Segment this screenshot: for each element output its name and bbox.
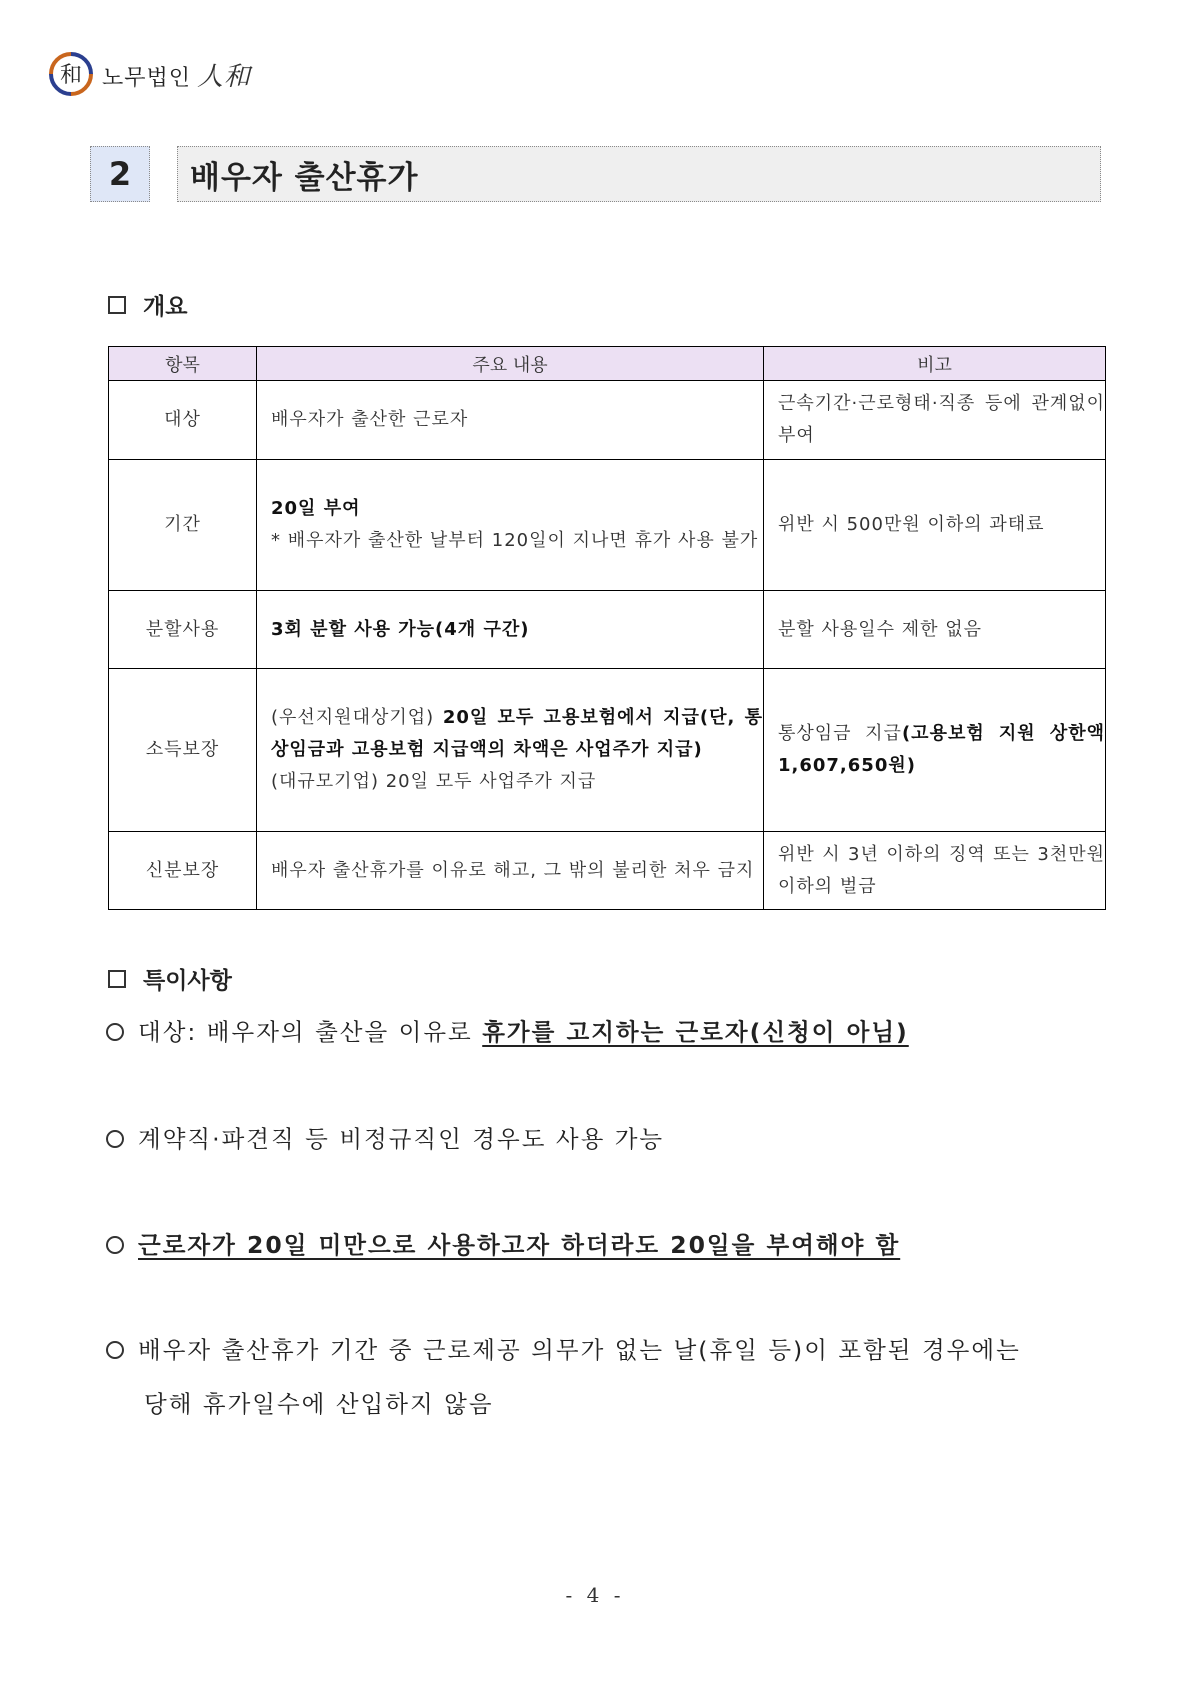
special-item	[106, 1112, 1106, 1166]
special-item-text: 배우자 출산휴가 기간 중 근로제공 의무가 없는 날(휴일 등)이 포함된 경우에는	[138, 1336, 1021, 1364]
row-category: 대상	[109, 381, 257, 460]
column-header: 항목	[109, 347, 257, 381]
row-note: 위반 시 500만원 이하의 과태료	[764, 460, 1106, 591]
row-category: 기간	[109, 460, 257, 591]
row-content: 3회 분할 사용 가능(4개 구간)	[257, 591, 764, 669]
special-heading	[108, 962, 232, 995]
special-item-emphasis: 휴가를 고지하는 근로자(신청이 아님)	[482, 1018, 909, 1046]
checkbox-square-icon	[108, 296, 126, 314]
overview-heading-text: 개요	[143, 294, 188, 320]
table-row	[109, 669, 1106, 832]
row-content	[257, 460, 764, 591]
column-header: 비고	[764, 347, 1106, 381]
special-item	[106, 1005, 1106, 1059]
table-header-row	[109, 347, 1106, 381]
svg-text:和: 和	[59, 63, 83, 88]
circle-bullet-icon	[106, 1236, 124, 1254]
row-category: 신분보장	[109, 832, 257, 910]
circle-hanja-logo-icon	[48, 51, 94, 97]
section-title: 배우자 출산휴가	[177, 146, 1101, 202]
special-item-text-continued: 당해 휴가일수에 산입하지 않음	[144, 1390, 494, 1418]
special-item-emphasis: 근로자가 20일 미만으로 사용하고자 하더라도 20일을 부여해야 함	[138, 1231, 901, 1259]
org-hanja: 人和	[197, 61, 252, 92]
page-number: - 4 -	[565, 1583, 625, 1607]
table-row	[109, 381, 1106, 460]
checkbox-square-icon	[108, 970, 126, 988]
row-note-bold: (고용보험 지원 상한액 1,607,650원)	[778, 723, 1105, 776]
special-heading-text: 특이사항	[143, 968, 232, 994]
circle-bullet-icon	[106, 1130, 124, 1148]
row-category: 소득보장	[109, 669, 257, 832]
table-row	[109, 832, 1106, 910]
row-note: 근속기간·근로형태·직종 등에 관계없이 부여	[764, 381, 1106, 460]
row-content-bold: 20일 모두 고용보험에서 지급(단, 통상임금과 고용보험 지급액의 차액은 사업주가 지급)	[271, 707, 763, 760]
table-row	[109, 460, 1106, 591]
special-item	[106, 1218, 1106, 1272]
org-name: 노무법인	[102, 65, 192, 91]
special-item	[106, 1323, 1106, 1431]
row-note	[764, 669, 1106, 832]
circle-bullet-icon	[106, 1023, 124, 1041]
row-note: 위반 시 3년 이하의 징역 또는 3천만원 이하의 벌금	[764, 832, 1106, 910]
overview-table	[108, 346, 1106, 910]
table-row	[109, 591, 1106, 669]
row-content	[257, 669, 764, 832]
row-content-line: (대규모기업) 20일 모두 사업주가 지급	[271, 771, 597, 792]
special-item-text: 대상: 배우자의 출산을 이유로	[138, 1018, 483, 1046]
row-content: 배우자가 출산한 근로자	[257, 381, 764, 460]
row-content-line: * 배우자가 출산한 날부터 120일이 지나면 휴가 사용 불가	[271, 530, 759, 551]
circle-bullet-icon	[106, 1341, 124, 1359]
section-number: 2	[90, 146, 150, 202]
row-content: 배우자 출산휴가를 이유로 해고, 그 밖의 불리한 처우 금지	[257, 832, 764, 910]
special-item-text: 계약직·파견직 등 비정규직인 경우도 사용 가능	[138, 1125, 665, 1153]
row-content-prefix: (우선지원대상기업)	[271, 707, 435, 728]
row-note-plain: 통상임금 지급	[778, 723, 902, 744]
overview-heading	[108, 288, 187, 321]
row-category: 분할사용	[109, 591, 257, 669]
header-logo	[48, 51, 251, 97]
column-header: 주요 내용	[257, 347, 764, 381]
row-note: 분할 사용일수 제한 없음	[764, 591, 1106, 669]
row-content-line: 20일 부여	[271, 498, 361, 519]
